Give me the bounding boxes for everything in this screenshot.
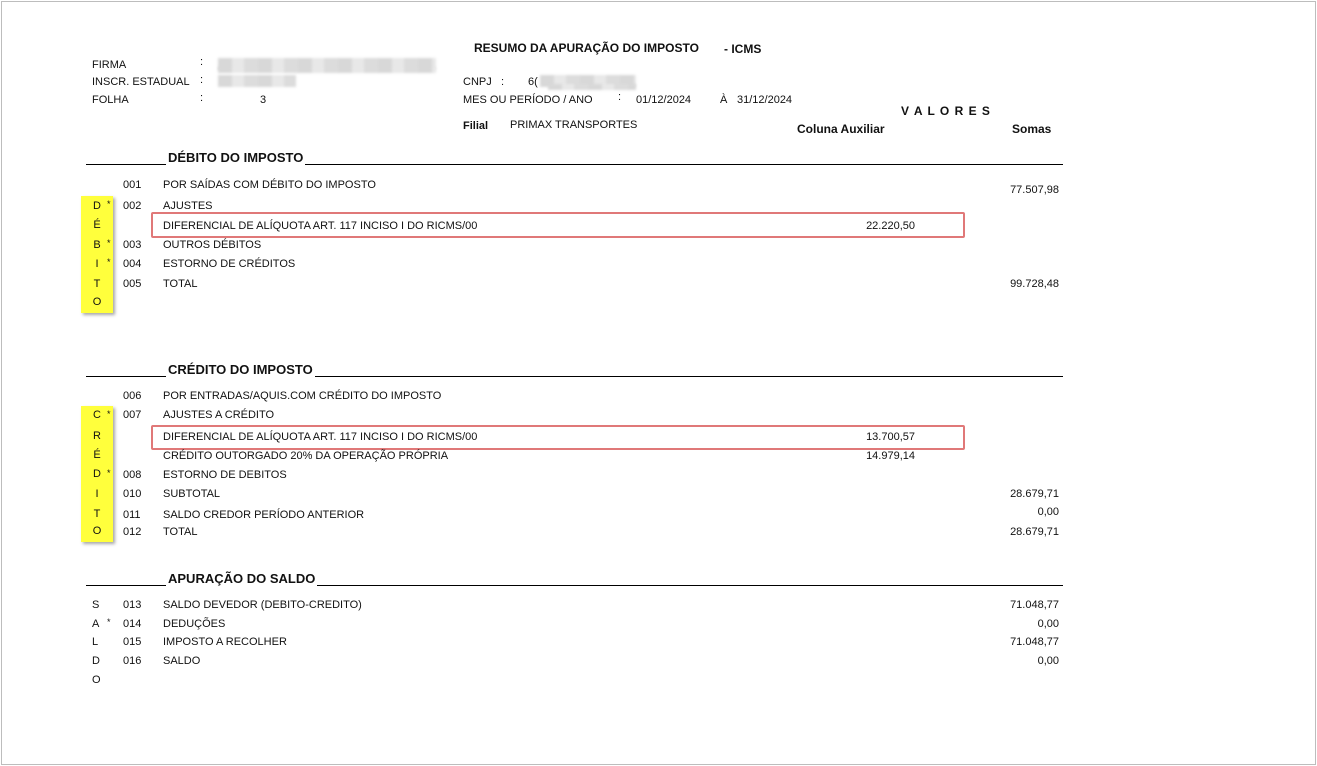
row-aux: 13.700,57 bbox=[866, 431, 915, 443]
periodo-end: 31/12/2024 bbox=[737, 94, 793, 106]
firma-label: FIRMA bbox=[92, 59, 127, 71]
debito-side-letter: O bbox=[92, 296, 102, 308]
folha-colon: : bbox=[200, 92, 204, 104]
filial-label: Filial bbox=[463, 120, 489, 132]
row-label: TOTAL bbox=[163, 526, 198, 538]
cnpj-label: CNPJ bbox=[463, 76, 492, 88]
row-soma: 71.048,77 bbox=[1010, 599, 1059, 611]
row-code: 010 bbox=[123, 488, 142, 500]
document-title: RESUMO DA APURAÇÃO DO IMPOSTO bbox=[474, 41, 699, 55]
row-code: 008 bbox=[123, 469, 142, 481]
row-aux: 14.979,14 bbox=[866, 450, 915, 462]
row-code: 005 bbox=[123, 278, 142, 290]
credito-section-title: CRÉDITO DO IMPOSTO bbox=[168, 362, 313, 377]
periodo-sep: À bbox=[720, 94, 728, 106]
inscr-colon: : bbox=[200, 74, 204, 86]
row-soma: 28.679,71 bbox=[1010, 488, 1059, 500]
star-mark: * bbox=[107, 617, 111, 627]
row-soma: 28.679,71 bbox=[1010, 526, 1059, 538]
row-code: 001 bbox=[123, 179, 142, 191]
row-label: SALDO bbox=[163, 655, 201, 667]
coluna-auxiliar-label: Coluna Auxiliar bbox=[797, 122, 885, 136]
inscr-label: INSCR. ESTADUAL bbox=[92, 76, 190, 88]
row-soma: 0,00 bbox=[1037, 506, 1059, 518]
row-code: 016 bbox=[123, 655, 142, 667]
star-mark: * bbox=[107, 199, 111, 209]
row-label: IMPOSTO A RECOLHER bbox=[163, 636, 287, 648]
row-soma: 99.728,48 bbox=[1010, 278, 1059, 290]
row-label: CRÉDITO OUTORGADO 20% DA OPERAÇÃO PRÓPRIA bbox=[163, 450, 449, 462]
debito-side-letter: D bbox=[93, 200, 101, 212]
row-aux: 22.220,50 bbox=[866, 220, 915, 232]
row-code: 002 bbox=[123, 200, 142, 212]
row-code: 014 bbox=[123, 618, 142, 630]
star-mark: * bbox=[107, 409, 111, 419]
row-code: 004 bbox=[123, 258, 142, 270]
cnpj-redacted-2 bbox=[548, 84, 636, 90]
row-soma: 77.507,98 bbox=[1010, 184, 1059, 196]
debito-side-label bbox=[81, 196, 113, 313]
debito-side-letter: É bbox=[93, 219, 101, 231]
row-label: DIFERENCIAL DE ALÍQUOTA ART. 117 INCISO I DO RICMS/00 bbox=[163, 431, 478, 443]
row-label: DEDUÇÕES bbox=[163, 618, 226, 630]
credito-side-letter: O bbox=[92, 525, 102, 537]
row-label: DIFERENCIAL DE ALÍQUOTA ART. 117 INCISO I DO RICMS/00 bbox=[163, 220, 478, 232]
row-soma: 0,00 bbox=[1037, 655, 1059, 667]
periodo-label: MES OU PERÍODO / ANO bbox=[463, 94, 593, 106]
row-label: AJUSTES A CRÉDITO bbox=[163, 409, 275, 421]
document-frame bbox=[1, 1, 1316, 765]
saldo-section-title: APURAÇÃO DO SALDO bbox=[168, 571, 316, 586]
row-code: 012 bbox=[123, 526, 142, 538]
cnpj-colon: : bbox=[501, 76, 505, 88]
saldo-side-letter: S bbox=[92, 599, 100, 611]
row-code: 013 bbox=[123, 599, 142, 611]
row-code: 007 bbox=[123, 409, 142, 421]
row-label: POR ENTRADAS/AQUIS.COM CRÉDITO DO IMPOSTO bbox=[163, 390, 442, 402]
row-code: 003 bbox=[123, 239, 142, 251]
row-label: SALDO DEVEDOR (DEBITO-CREDITO) bbox=[163, 599, 362, 611]
debito-side-letter: B bbox=[93, 239, 101, 251]
valores-label: V A L O R E S bbox=[901, 104, 991, 118]
folha-value: 3 bbox=[260, 94, 267, 106]
row-label: ESTORNO DE CRÉDITOS bbox=[163, 258, 296, 270]
debito-side-letter: T bbox=[93, 278, 101, 290]
debito-side-letter: I bbox=[95, 258, 99, 270]
row-label: TOTAL bbox=[163, 278, 198, 290]
star-mark: * bbox=[107, 468, 111, 478]
somas-label: Somas bbox=[1012, 122, 1052, 136]
row-label: AJUSTES bbox=[163, 200, 213, 212]
credito-side-letter: D bbox=[93, 468, 101, 480]
row-label: SALDO CREDOR PERÍODO ANTERIOR bbox=[163, 509, 365, 521]
row-code: 015 bbox=[123, 636, 142, 648]
row-label: ESTORNO DE DEBITOS bbox=[163, 469, 287, 481]
row-label: OUTROS DÉBITOS bbox=[163, 239, 262, 251]
inscr-redacted bbox=[218, 75, 296, 87]
saldo-side-letter: A bbox=[92, 618, 100, 630]
row-code: 011 bbox=[123, 509, 141, 521]
row-soma: 71.048,77 bbox=[1010, 636, 1059, 648]
firma-colon: : bbox=[200, 56, 204, 68]
debito-section-title: DÉBITO DO IMPOSTO bbox=[168, 150, 304, 165]
credito-side-letter: I bbox=[95, 488, 99, 500]
row-label: POR SAÍDAS COM DÉBITO DO IMPOSTO bbox=[163, 179, 376, 191]
row-label: SUBTOTAL bbox=[163, 488, 221, 500]
row-soma: 0,00 bbox=[1037, 618, 1059, 630]
row-code: 006 bbox=[123, 390, 142, 402]
periodo-start: 01/12/2024 bbox=[636, 94, 692, 106]
saldo-side-letter: L bbox=[92, 636, 99, 648]
firma-redacted-2 bbox=[218, 67, 436, 73]
saldo-side-letter: D bbox=[92, 655, 100, 667]
credito-side-letter: É bbox=[93, 449, 101, 461]
filial-value: PRIMAX TRANSPORTES bbox=[510, 119, 638, 131]
periodo-colon: : bbox=[618, 91, 622, 103]
document-title-suffix: - ICMS bbox=[724, 42, 762, 56]
cnpj-prefix: 6( bbox=[528, 76, 538, 88]
credito-side-letter: R bbox=[93, 430, 101, 442]
star-mark: * bbox=[107, 257, 111, 267]
star-mark: * bbox=[107, 238, 111, 248]
saldo-side-letter: O bbox=[92, 674, 101, 686]
credito-side-letter: T bbox=[93, 508, 101, 520]
credito-side-letter: C bbox=[93, 409, 101, 421]
folha-label: FOLHA bbox=[92, 94, 129, 106]
